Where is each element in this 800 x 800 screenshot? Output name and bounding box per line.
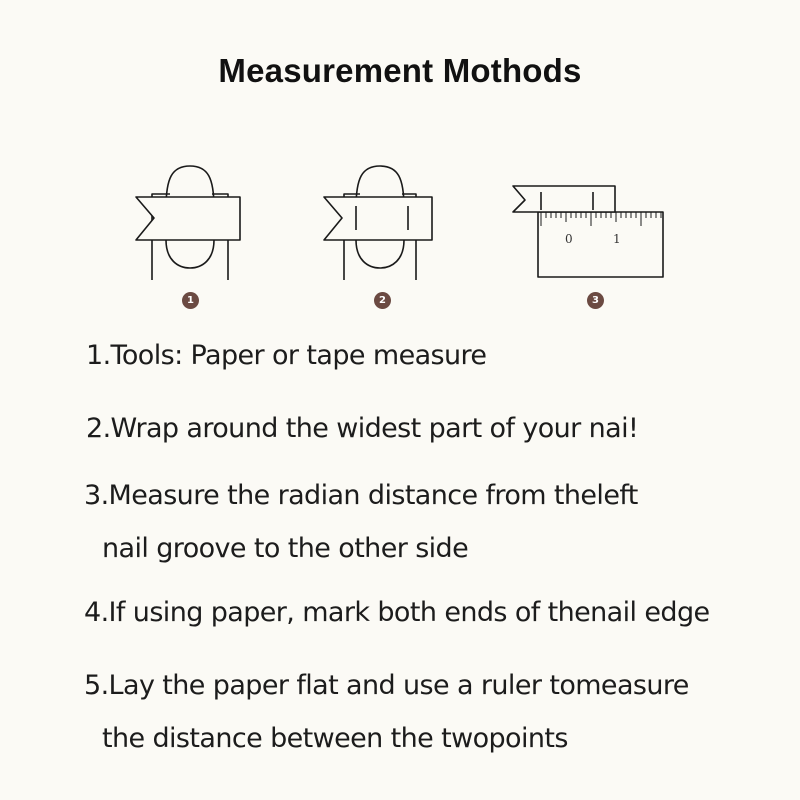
step-2-illustration (320, 160, 440, 306)
instruction-line-3: 3.Measure the radian distance from theleft (84, 480, 638, 511)
step-1-illustration (130, 160, 250, 306)
instruction-line-3-continued: nail groove to the other side (102, 533, 469, 564)
step-badge-1: 1 (182, 292, 199, 309)
page-title: Measurement Mothods (218, 52, 582, 89)
ruler-label-1: 1 (613, 232, 621, 246)
instruction-line-4: 4.If using paper, mark both ends of thenail edge (84, 597, 710, 628)
ruler-ticks (541, 212, 661, 226)
step-badge-2: 2 (374, 292, 391, 309)
nail-mark-paper-icon (320, 160, 440, 285)
ruler-measure-icon (505, 160, 670, 285)
instruction-line-5: 5.Lay the paper flat and use a ruler tomeasure (84, 670, 689, 701)
nail-wrap-paper-icon (130, 160, 250, 285)
instruction-line-2: 2.Wrap around the widest part of your nai! (86, 413, 639, 444)
step-badge-3: 3 (587, 292, 604, 309)
illustration-row (0, 160, 800, 320)
instruction-line-5-continued: the distance between the twopoints (102, 723, 568, 754)
ruler-label-0: 0 (565, 232, 573, 246)
instruction-line-1: 1.Tools: Paper or tape measure (86, 340, 487, 371)
step-3-illustration (505, 160, 670, 306)
